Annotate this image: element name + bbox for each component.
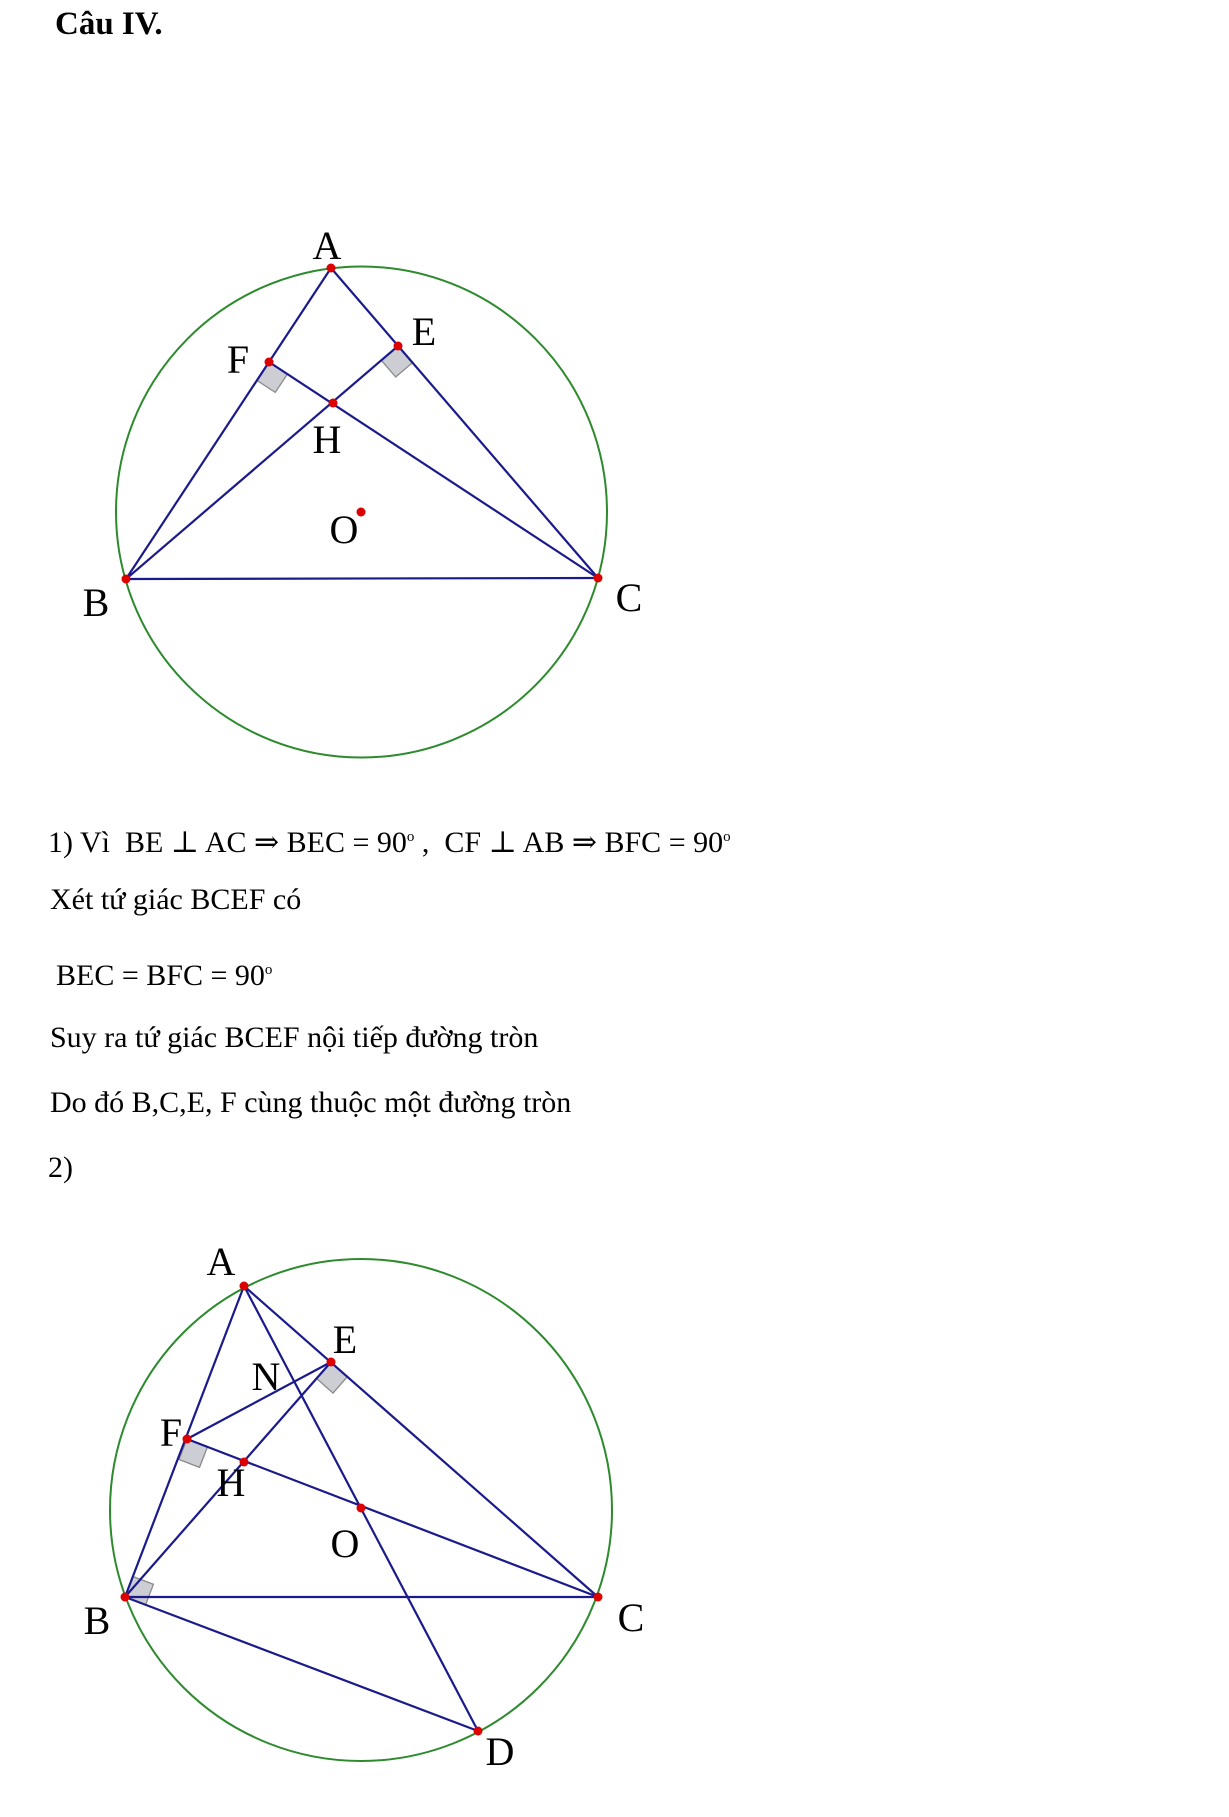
figure-1-point-label-H: H — [312, 417, 342, 462]
figure-1-point-label-O: O — [329, 507, 359, 552]
solution-line-3: BEC = BFC = $90^o$ — [56, 959, 273, 992]
figure-1-point-label-F: F — [226, 337, 250, 382]
figure-1 — [83, 223, 643, 758]
solution-line-5: Do đó B,C,E, F cùng thuộc một đường tròn — [50, 1086, 572, 1119]
figure-1-point-label-B: B — [82, 580, 110, 625]
page-title: Câu IV. — [55, 6, 163, 42]
figure-2-point-dot-B — [121, 1593, 130, 1602]
figure-2-point-dot-O — [357, 1504, 366, 1513]
figure-1-segment-AC — [331, 268, 598, 578]
figure-1-segment-AB — [126, 268, 331, 579]
figure-2-point-label-O: O — [330, 1521, 360, 1566]
figure-1-right-angle-marker-E — [381, 346, 412, 377]
figure-2-point-dot-A — [240, 1282, 249, 1291]
figure-2-segment-CF — [187, 1439, 598, 1597]
solution-line-6: 2) — [48, 1151, 73, 1184]
degree-superscript: o — [264, 962, 273, 978]
figure-1-point-label-A: A — [312, 223, 342, 268]
solution-line-2: Xét tứ giác BCEF có — [50, 883, 302, 916]
figure-1-point-dot-F — [265, 358, 274, 367]
figure-1-point-label-E: E — [411, 309, 437, 354]
solution-line-1: 1) Vì BE ⊥ AC ⇒ BEC = $90^o$ , CF ⊥ AB ⇒ BFC = $90^o$ — [48, 826, 731, 859]
figure-1-point-dot-H — [329, 399, 338, 408]
figure-2 — [84, 1239, 645, 1774]
figure-1-segment-BC — [126, 578, 598, 579]
figure-1-point-dot-B — [122, 575, 131, 584]
figure-2-segment-BD — [125, 1597, 478, 1731]
figure-2-segment-AC — [244, 1286, 598, 1597]
figure-1-right-angle-marker-F — [257, 362, 288, 392]
figure-2-point-label-D: D — [485, 1729, 515, 1774]
figure-1-point-dot-C — [594, 574, 603, 583]
figure-2-point-label-F: F — [159, 1410, 183, 1455]
figure-2-point-label-C: C — [617, 1595, 645, 1640]
figure-2-point-label-H: H — [216, 1460, 246, 1505]
figure-2-point-dot-D — [474, 1727, 483, 1736]
figure-1-point-dot-E — [394, 342, 403, 351]
figure-2-point-label-N: N — [251, 1354, 281, 1399]
figure-2-point-label-B: B — [83, 1598, 111, 1643]
degree-superscript: o — [406, 829, 415, 845]
figure-1-point-label-C: C — [615, 575, 643, 620]
figure-1-segment-CF — [269, 362, 598, 578]
figure-2-point-label-E: E — [332, 1317, 358, 1362]
figure-2-point-dot-C — [594, 1593, 603, 1602]
solution-line-4: Suy ra tứ giác BCEF nội tiếp đường tròn — [50, 1021, 539, 1054]
figure-2-point-label-A: A — [206, 1239, 236, 1284]
figure-2-point-dot-F — [183, 1435, 192, 1444]
degree-superscript: o — [723, 829, 731, 845]
